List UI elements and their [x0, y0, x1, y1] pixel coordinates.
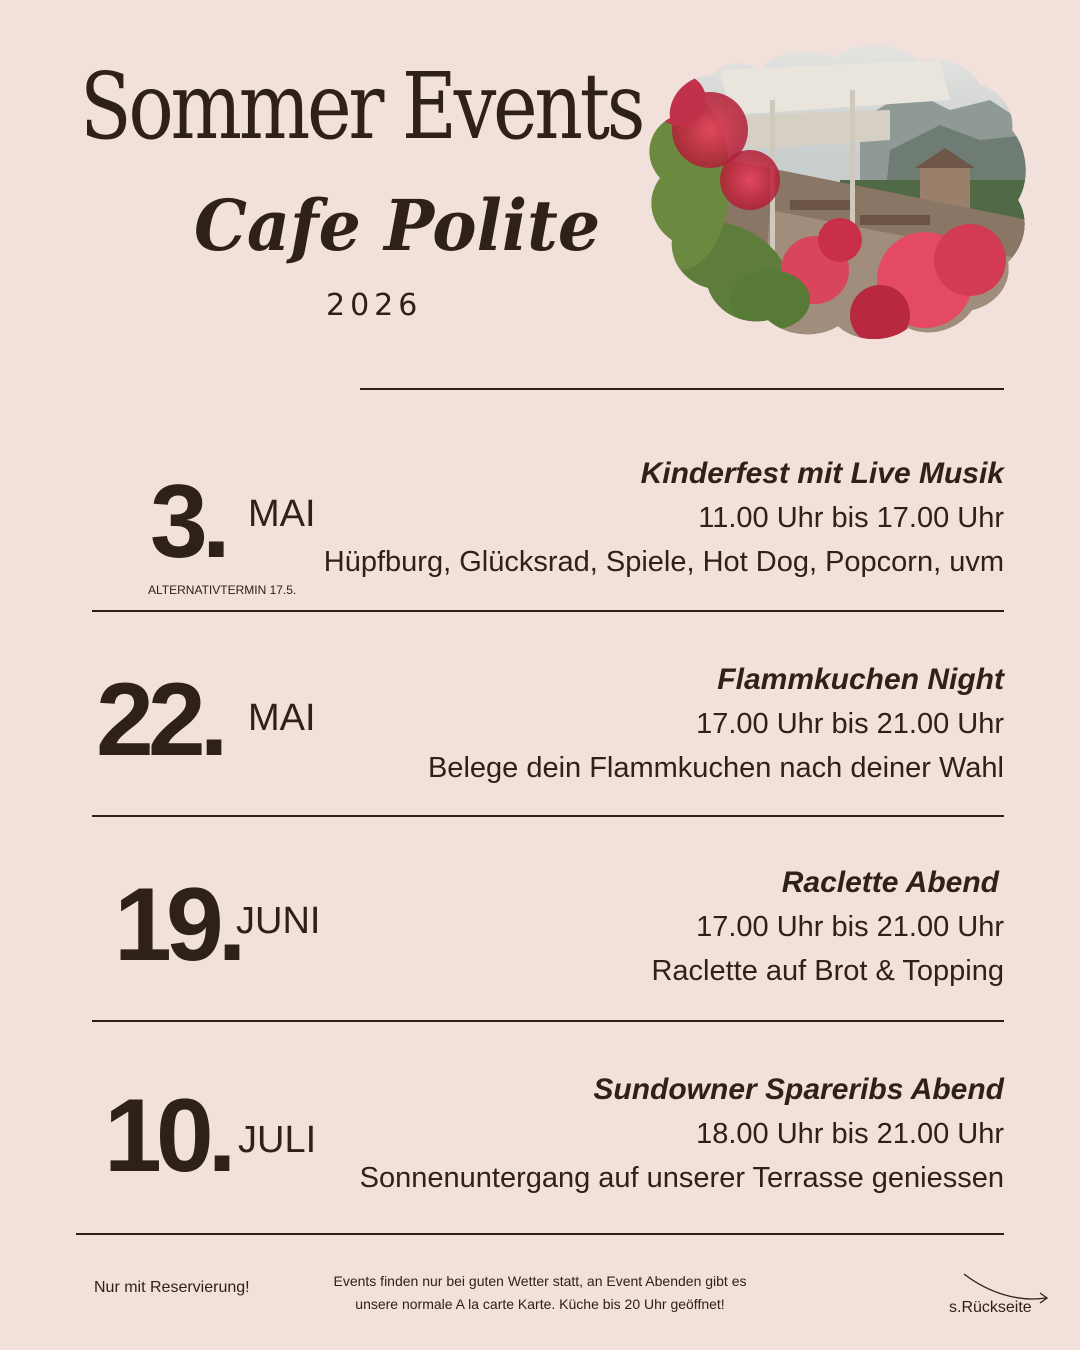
- event-day: 19.: [114, 867, 241, 983]
- event-kinderfest: [92, 452, 1004, 652]
- event-time: 11.00 Uhr bis 17.00 Uhr: [698, 502, 1004, 534]
- event-day: 3.: [150, 464, 225, 580]
- event-description: Raclette auf Brot & Topping: [651, 955, 1004, 987]
- weather-notice-line-2: unsere normale A la carte Karte. Küche bis 20 Uhr geöffnet!: [355, 1296, 725, 1312]
- year-label: 2026: [326, 288, 423, 323]
- event-description: Hüpfburg, Glücksrad, Spiele, Hot Dog, Popcorn, uvm: [323, 546, 1004, 578]
- weather-notice-line-1: Events finden nur bei guten Wetter statt, an Event Abenden gibt es: [333, 1273, 747, 1289]
- event-title: Flammkuchen Night: [717, 663, 1004, 696]
- cafe-name: Cafe Polite: [194, 184, 601, 267]
- header-divider: [360, 388, 1004, 390]
- event-month: JULI: [238, 1119, 317, 1161]
- event-info: [651, 861, 1004, 993]
- reservation-note: Nur mit Reservierung!: [94, 1279, 250, 1296]
- weather-notice: [300, 1270, 780, 1316]
- event-raclette: [92, 861, 1004, 1061]
- terrace-photo: [640, 30, 1028, 344]
- event-title: Kinderfest mit Live Musik: [640, 457, 1004, 490]
- page-title: Sommer Events: [80, 53, 643, 160]
- event-spareribs: [92, 1068, 1004, 1268]
- event-info: [428, 658, 1004, 790]
- event-title: Sundowner Spareribs Abend: [593, 1073, 1004, 1106]
- event-day: 22.: [96, 662, 223, 778]
- event-description: Belege dein Flammkuchen nach deiner Wahl: [427, 752, 1004, 784]
- event-day: 10.: [104, 1078, 231, 1194]
- event-description: Sonnenuntergang auf unserer Terrasse geniessen: [359, 1162, 1004, 1194]
- alternative-date-note: ALTERNATIVTERMIN 17.5.: [148, 583, 297, 597]
- event-time: 17.00 Uhr bis 21.00 Uhr: [696, 708, 1004, 740]
- event-time: 18.00 Uhr bis 21.00 Uhr: [696, 1118, 1004, 1150]
- event-time: 17.00 Uhr bis 21.00 Uhr: [696, 911, 1004, 943]
- back-side-hint: s.Rückseite: [949, 1299, 1032, 1316]
- event-flammkuchen: [92, 658, 1004, 858]
- event-month: JUNI: [236, 900, 321, 942]
- event-info: [324, 452, 1004, 584]
- event-month: MAI: [248, 697, 316, 739]
- event-info: [360, 1068, 1004, 1200]
- event-month: MAI: [248, 493, 316, 535]
- event-title: Raclette Abend: [781, 866, 999, 899]
